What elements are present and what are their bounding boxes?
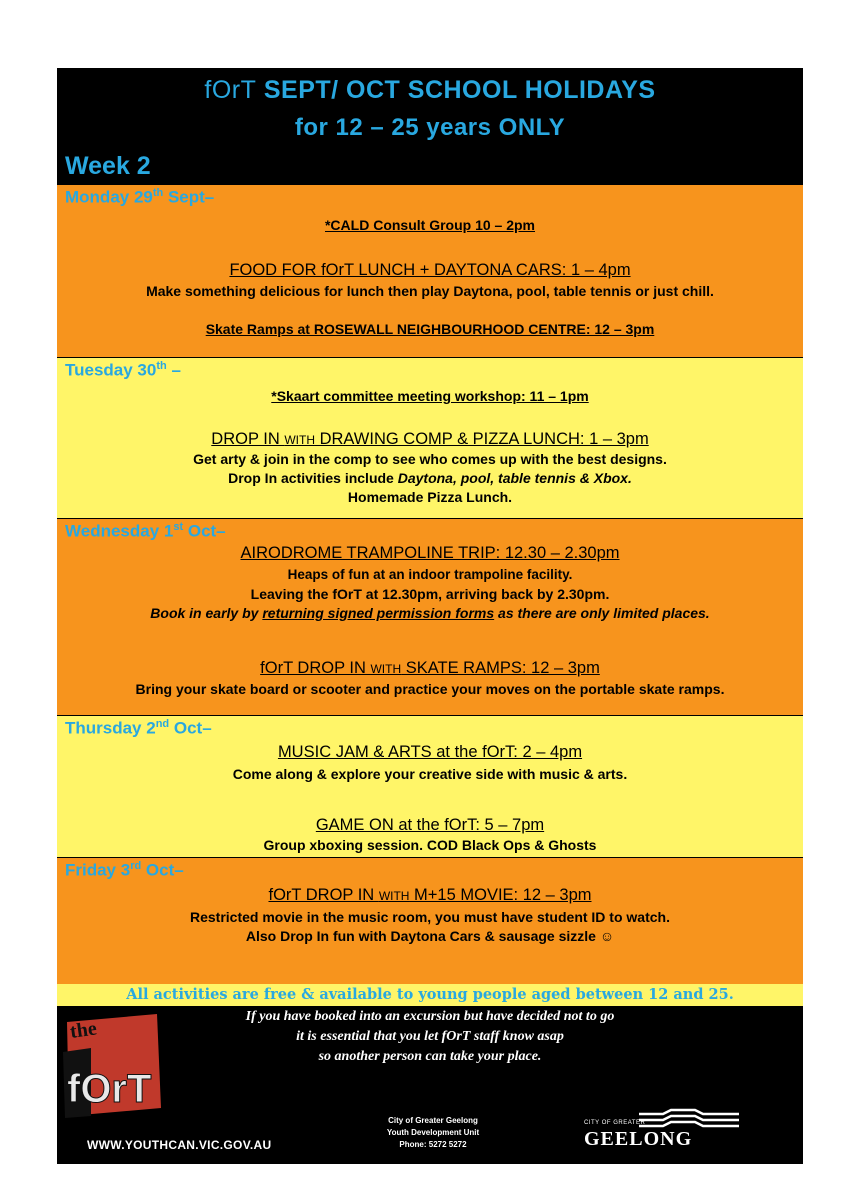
wednesday-trampoline-heading: AIRODROME TRAMPOLINE TRIP: 12.30 – 2.30pm — [240, 544, 620, 562]
tuesday-arty-desc: Get arty & join in the comp to see who comes up with the best designs. — [193, 451, 667, 467]
wednesday-book-early: Book in early by returning signed permission forms as there are only limited places. — [150, 605, 710, 621]
thursday-game-heading: GAME ON at the fOrT: 5 – 7pm — [315, 816, 545, 834]
day-friday-title: Friday 3rd Oct– — [65, 860, 184, 880]
wednesday-trampoline-desc: Heaps of fun at an indoor trampoline facility. — [287, 567, 573, 582]
geelong-waves-icon — [635, 1108, 745, 1130]
monday-food-heading: FOOD FOR fOrT LUNCH + DAYTONA CARS: 1 – 4pm — [229, 261, 631, 279]
thursday-music-desc: Come along & explore your creative side with music & arts. — [232, 766, 628, 782]
day-friday — [57, 857, 803, 984]
website-link[interactable]: WWW.YOUTHCAN.VIC.GOV.AU — [87, 1138, 272, 1152]
week-label: Week 2 — [65, 152, 151, 180]
day-thursday — [57, 715, 803, 857]
day-monday — [57, 184, 803, 357]
poster — [57, 68, 803, 1164]
excursion-warning-line1: If you have booked into an excursion but have decided not to go — [245, 1009, 615, 1024]
day-monday-title: Monday 29th Sept– — [65, 187, 215, 207]
day-tuesday — [57, 357, 803, 518]
tuesday-dropin-heading: DROP IN WITH DRAWING COMP & PIZZA LUNCH: 1 – 3pm — [211, 430, 649, 448]
wednesday-skate-desc: Bring your skate board or scooter and practice your moves on the portable skate ramps. — [135, 681, 725, 697]
monday-food-desc: Make something delicious for lunch then play Daytona, pool, table tennis or just chill. — [146, 283, 714, 299]
council-phone: Phone: 5272 5272 — [399, 1140, 467, 1149]
geelong-logo: GEELONG — [584, 1128, 693, 1150]
thursday-music-heading: MUSIC JAM & ARTS at the fOrT: 2 – 4pm — [277, 743, 583, 761]
friday-movie-heading: fOrT DROP IN WITH M+15 MOVIE: 12 – 3pm — [268, 886, 592, 904]
monday-cald: *CALD Consult Group 10 – 2pm — [324, 217, 536, 233]
title-brand: fOrT — [204, 76, 257, 104]
logo-fort-text: fOrT — [67, 1067, 152, 1111]
wednesday-skate-heading: fOrT DROP IN WITH SKATE RAMPS: 12 – 3pm — [260, 659, 600, 677]
thursday-game-desc: Group xboxing session. COD Black Ops & Ghosts — [263, 837, 597, 853]
day-tuesday-title: Tuesday 30th – — [65, 360, 181, 380]
poster-subtitle: for 12 – 25 years ONLY — [294, 114, 566, 141]
council-name: City of Greater Geelong — [388, 1116, 478, 1125]
title-text: SEPT/ OCT SCHOOL HOLIDAYS — [263, 76, 656, 104]
friday-dropin-desc: Also Drop In fun with Daytona Cars & sausage sizzle ☺ — [245, 928, 615, 944]
day-wednesday-title: Wednesday 1st Oct– — [65, 521, 226, 541]
tuesday-activities: Drop In activities include Daytona, pool, table tennis & Xbox. — [228, 470, 632, 486]
day-thursday-title: Thursday 2nd Oct– — [65, 718, 212, 738]
tuesday-skaart: *Skaart committee meeting workshop: 11 – 1pm — [271, 388, 589, 404]
monday-skate-ramps: Skate Ramps at ROSEWALL NEIGHBOURHOOD CENTRE: 12 – 3pm — [205, 321, 655, 337]
fort-logo — [61, 1012, 161, 1122]
poster-title — [57, 76, 803, 105]
day-wednesday — [57, 518, 803, 715]
tuesday-pizza: Homemade Pizza Lunch. — [347, 489, 513, 505]
wednesday-leaving: Leaving the fOrT at 12.30pm, arriving back by 2.30pm. — [250, 586, 610, 602]
free-activities-note: All activities are free & available to young people aged between 12 and 25. — [57, 984, 803, 1006]
council-unit: Youth Development Unit — [386, 1128, 480, 1137]
geelong-logo-small: CITY OF GREATER — [584, 1120, 646, 1126]
logo-the-text: the — [68, 1017, 99, 1043]
excursion-warning-line3: so another person can take your place. — [318, 1049, 542, 1064]
excursion-warning-line2: it is essential that you let fOrT staff know asap — [296, 1029, 564, 1044]
friday-movie-desc: Restricted movie in the music room, you must have student ID to watch. — [190, 909, 670, 925]
